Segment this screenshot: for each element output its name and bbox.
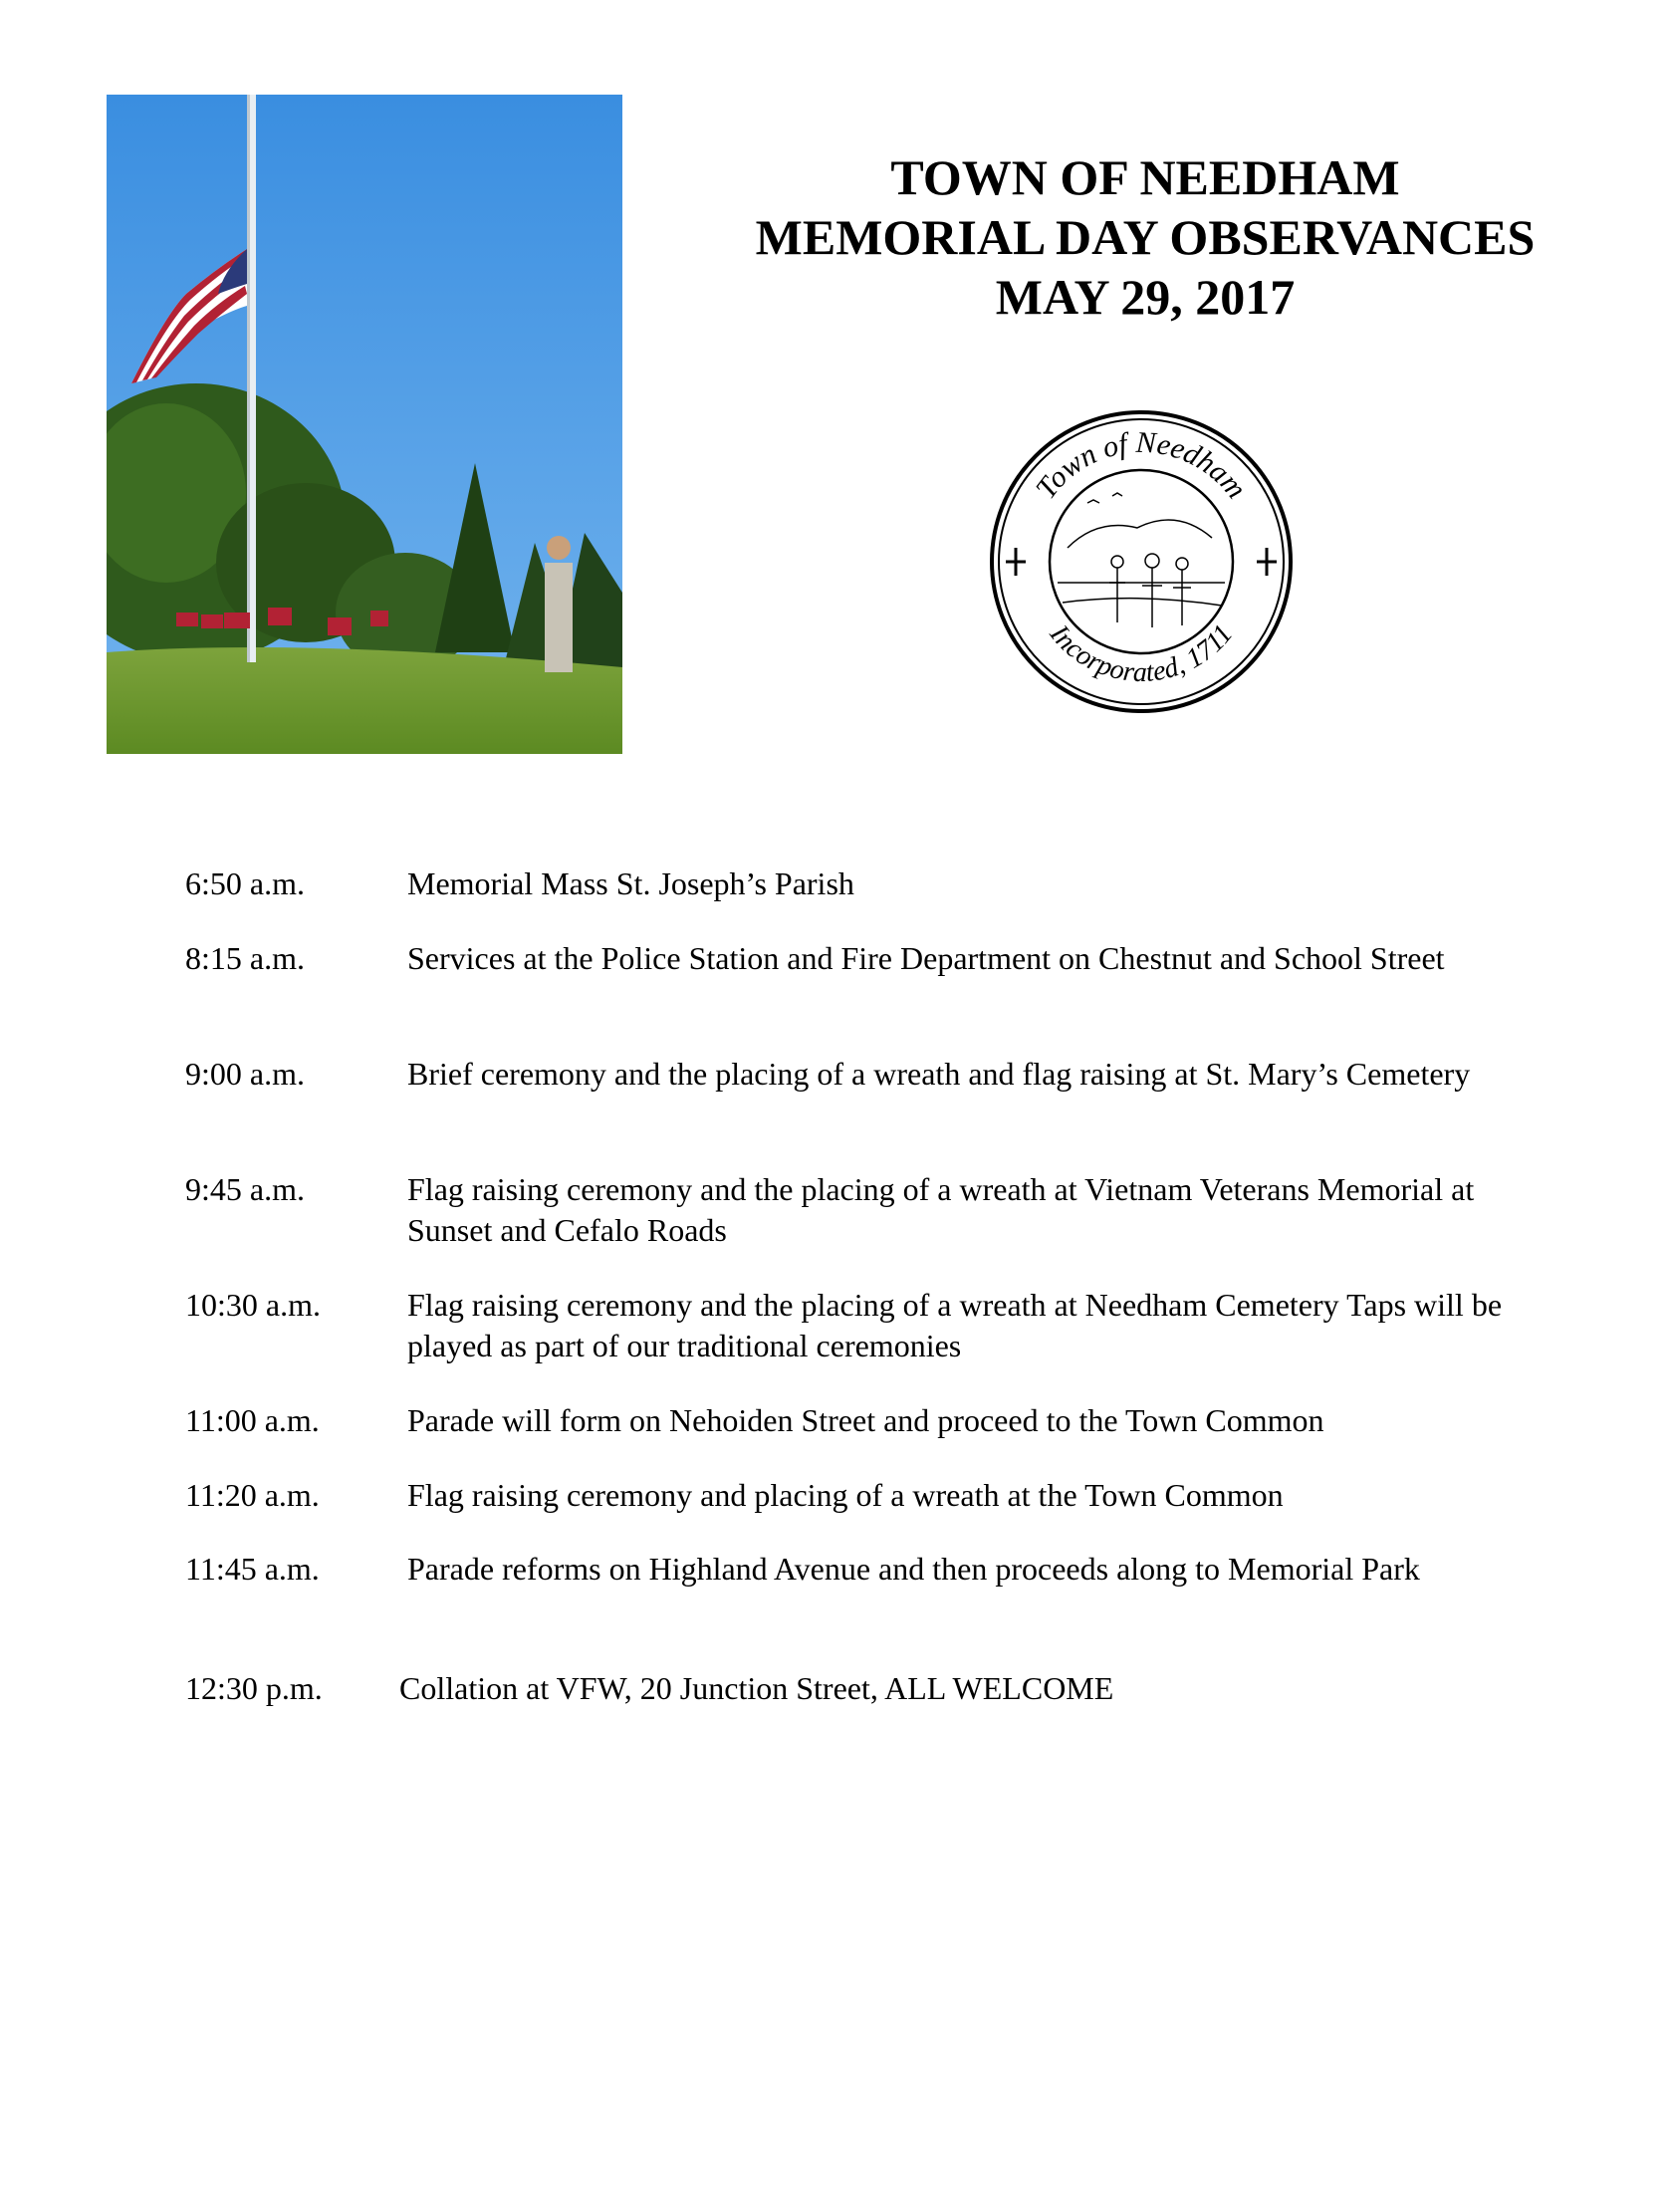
title-line-observances: MEMORIAL DAY OBSERVANCES	[755, 209, 1536, 265]
page-title	[697, 147, 1593, 327]
schedule-time: 9:45 a.m.	[185, 1171, 305, 1207]
town-seal-icon	[988, 408, 1295, 715]
seal-top-text: Town of Needham	[1029, 425, 1253, 506]
schedule-event: Services at the Police Station and Fire Department on Chestnut and School Street	[407, 940, 1445, 976]
schedule-time: 9:00 a.m.	[185, 1056, 305, 1092]
title-line-town: TOWN OF NEEDHAM	[890, 149, 1400, 205]
schedule-event: Brief ceremony and the placing of a wreath and flag raising at St. Mary’s Cemetery	[407, 1056, 1471, 1092]
flag-at-half-mast-photo	[107, 95, 622, 754]
schedule-time: 11:00 a.m.	[185, 1402, 320, 1438]
schedule-event: Memorial Mass St. Joseph’s Parish	[407, 865, 854, 901]
schedule-time: 12:30 p.m.	[185, 1670, 323, 1706]
schedule-time: 8:15 a.m.	[185, 940, 305, 976]
schedule-time: 11:20 a.m.	[185, 1477, 320, 1513]
schedule-event: Flag raising ceremony and placing of a wreath at the Town Common	[407, 1477, 1284, 1513]
schedule-event: Parade will form on Nehoiden Street and proceed to the Town Common	[407, 1402, 1324, 1438]
title-line-date: MAY 29, 2017	[995, 269, 1296, 325]
schedule-event: Flag raising ceremony and the placing of a wreath at Needham Cemetery Taps will be played as part of our traditional ceremonies	[407, 1287, 1503, 1363]
schedule-event: Parade reforms on Highland Avenue and then proceeds along to Memorial Park	[407, 1551, 1420, 1587]
schedule-time: 6:50 a.m.	[185, 865, 305, 901]
schedule-time: 10:30 a.m.	[185, 1287, 321, 1323]
schedule-time: 11:45 a.m.	[185, 1551, 320, 1587]
schedule-event: Collation at VFW, 20 Junction Street, ALL WELCOME	[399, 1670, 1114, 1706]
schedule-event: Flag raising ceremony and the placing of a wreath at Vietnam Veterans Memorial at Sunset and Cefalo Roads	[407, 1171, 1475, 1248]
seal-bottom-text: Incorporated, 1711	[1043, 618, 1240, 689]
